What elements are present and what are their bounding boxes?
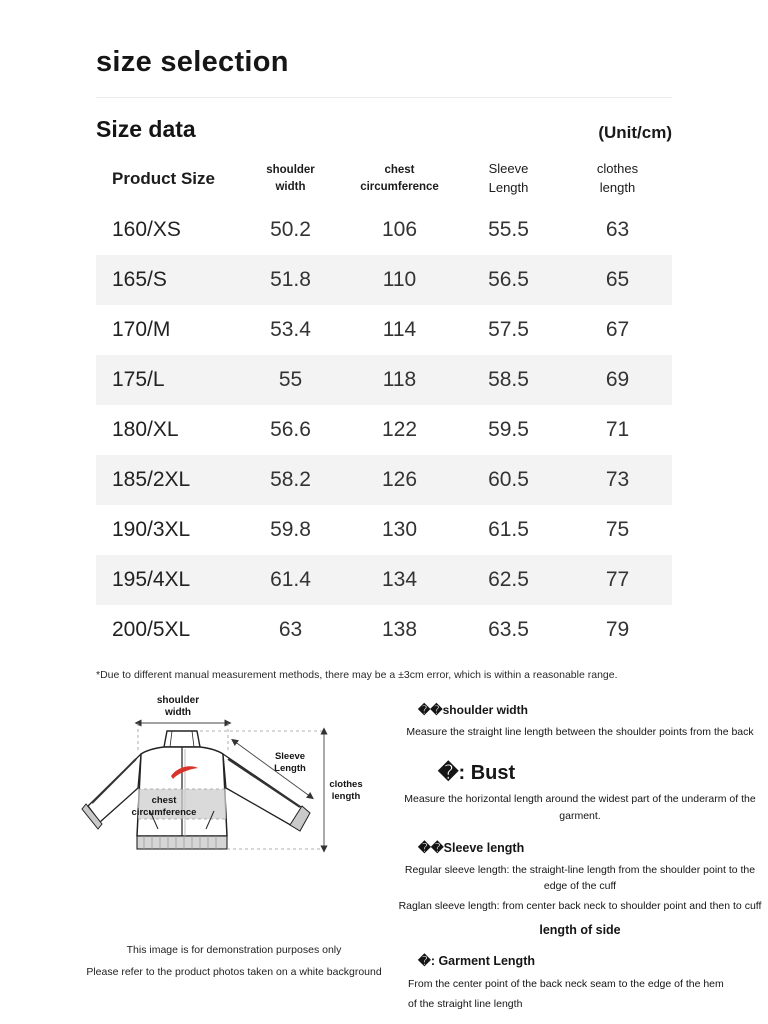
header-line: chest (384, 164, 415, 177)
header-line: shoulder (266, 164, 315, 177)
shoulder-width-heading: ��shoulder width (418, 703, 528, 717)
garment-length-heading: �: Garment Length (418, 953, 535, 968)
length-value: 63 (605, 218, 630, 241)
size-cell: 160/XS (112, 218, 181, 241)
chest-value: 114 (382, 318, 417, 341)
size-cell: 180/XL (112, 418, 179, 441)
jacket-diagram (76, 689, 392, 1014)
sleeve-value: 60.5 (488, 468, 529, 491)
table-row (96, 205, 672, 255)
caption-reference: Please refer to the product photos taken on a white background (86, 966, 382, 979)
sleeve-value: 63.5 (488, 618, 529, 641)
chest-value: 126 (381, 468, 418, 491)
length-value: 71 (605, 418, 630, 441)
header-product-size: Product Size (112, 168, 215, 188)
section-divider (96, 97, 672, 98)
header-line: clothes (596, 161, 639, 177)
length-value: 75 (605, 518, 630, 541)
sleeve-value: 57.5 (488, 318, 529, 341)
shoulder-value: 61.4 (270, 568, 311, 591)
diagram-captions (76, 939, 392, 983)
chest-value: 110 (382, 268, 417, 291)
table-row (96, 555, 672, 605)
header-chest-circumference (345, 162, 454, 195)
chest-value: 138 (381, 618, 418, 641)
length-value: 79 (605, 618, 630, 641)
header-line: circumference (360, 181, 439, 193)
length-value: 73 (605, 468, 630, 491)
header-clothes-length (563, 160, 672, 198)
measure-instructions (392, 689, 768, 1014)
chest-value: 106 (381, 218, 418, 241)
unit-label: (Unit/cm) (598, 123, 672, 142)
shoulder-value: 59.8 (270, 518, 311, 541)
chest-circumference-label: chest (151, 795, 177, 806)
sleeve-raglan-description: Raglan sleeve length: from center back neck to shoulder point and then to cuff (398, 900, 762, 913)
shoulder-value: 63 (278, 618, 303, 641)
garment-length-description-1: From the center point of the back neck seam to the edge of the hem (408, 977, 724, 990)
measure-guide-section (76, 689, 768, 1014)
bust-heading: �: Bust (438, 762, 516, 785)
header-shoulder-width (236, 162, 345, 195)
clothes-length-label: length (331, 791, 361, 802)
length-value: 65 (605, 268, 630, 291)
sleeve-value: 62.5 (488, 568, 529, 591)
bust-description: Measure the horizontal length around the widest part of the underarm of the garment. (404, 793, 756, 822)
length-value: 77 (605, 568, 630, 591)
shoulder-value: 53.4 (270, 318, 311, 341)
shoulder-width-description: Measure the straight line length between the shoulder points from the back (406, 726, 754, 738)
header-line: length (599, 180, 636, 195)
shoulder-width-label: width (164, 707, 192, 718)
table-row (96, 405, 672, 455)
sleeve-value: 58.5 (488, 368, 529, 391)
table-row (96, 355, 672, 405)
chest-value: 134 (381, 568, 418, 591)
chest-value: 122 (381, 418, 418, 441)
jacket-illustration (76, 689, 392, 924)
shoulder-value: 55 (278, 368, 303, 391)
garment-length-description-2: of the straight line length (408, 997, 523, 1010)
jacket-body (82, 731, 310, 849)
shoulder-value: 56.6 (270, 418, 311, 441)
measurement-disclaimer: *Due to different manual measurement methods, there may be a ±3cm error, which is within a reasonable range. (96, 669, 618, 681)
shoulder-value: 58.2 (270, 468, 311, 491)
header-line: Sleeve (488, 161, 529, 177)
sleeve-length-label: Sleeve (274, 751, 306, 762)
header-line: width (275, 181, 306, 193)
sleeve-value: 56.5 (488, 268, 529, 291)
header-line: Length (488, 180, 529, 195)
page-title: size selection (96, 46, 289, 78)
size-data-heading: Size data (96, 116, 196, 142)
size-table (96, 153, 672, 655)
sleeve-value: 61.5 (488, 518, 529, 541)
shoulder-width-label: shoulder (156, 695, 200, 706)
length-value: 69 (605, 368, 630, 391)
size-cell: 185/2XL (112, 468, 191, 491)
length-value: 67 (605, 318, 630, 341)
caption-demonstration: This image is for demonstration purposes only (126, 944, 342, 956)
chest-value: 130 (381, 518, 418, 541)
sleeve-length-label: Length (274, 763, 306, 774)
length-of-side-label: length of side (539, 922, 621, 937)
size-cell: 190/3XL (112, 518, 191, 541)
size-data-header (96, 116, 672, 143)
size-cell: 175/L (112, 368, 165, 391)
sleeve-regular-description: Regular sleeve length: the straight-line length from the shoulder point to the edge of the cuff (404, 863, 756, 893)
size-cell: 165/S (112, 268, 167, 291)
size-cell: 200/5XL (112, 618, 191, 641)
table-row (96, 305, 672, 355)
chest-value: 118 (382, 368, 417, 391)
table-row (96, 605, 672, 655)
chest-circumference-label: circumference (131, 807, 197, 818)
table-row (96, 255, 672, 305)
header-sleeve-length (454, 160, 563, 198)
sleeve-value: 59.5 (488, 418, 529, 441)
table-header-row (96, 153, 672, 205)
sleeve-value: 55.5 (488, 218, 529, 241)
shoulder-value: 50.2 (270, 218, 311, 241)
shoulder-value: 51.8 (270, 268, 311, 291)
table-row (96, 455, 672, 505)
size-cell: 195/4XL (112, 568, 191, 591)
clothes-length-label: clothes (329, 779, 363, 790)
sleeve-length-heading: ��Sleeve length (418, 840, 525, 855)
size-cell: 170/M (112, 318, 171, 341)
table-row (96, 505, 672, 555)
